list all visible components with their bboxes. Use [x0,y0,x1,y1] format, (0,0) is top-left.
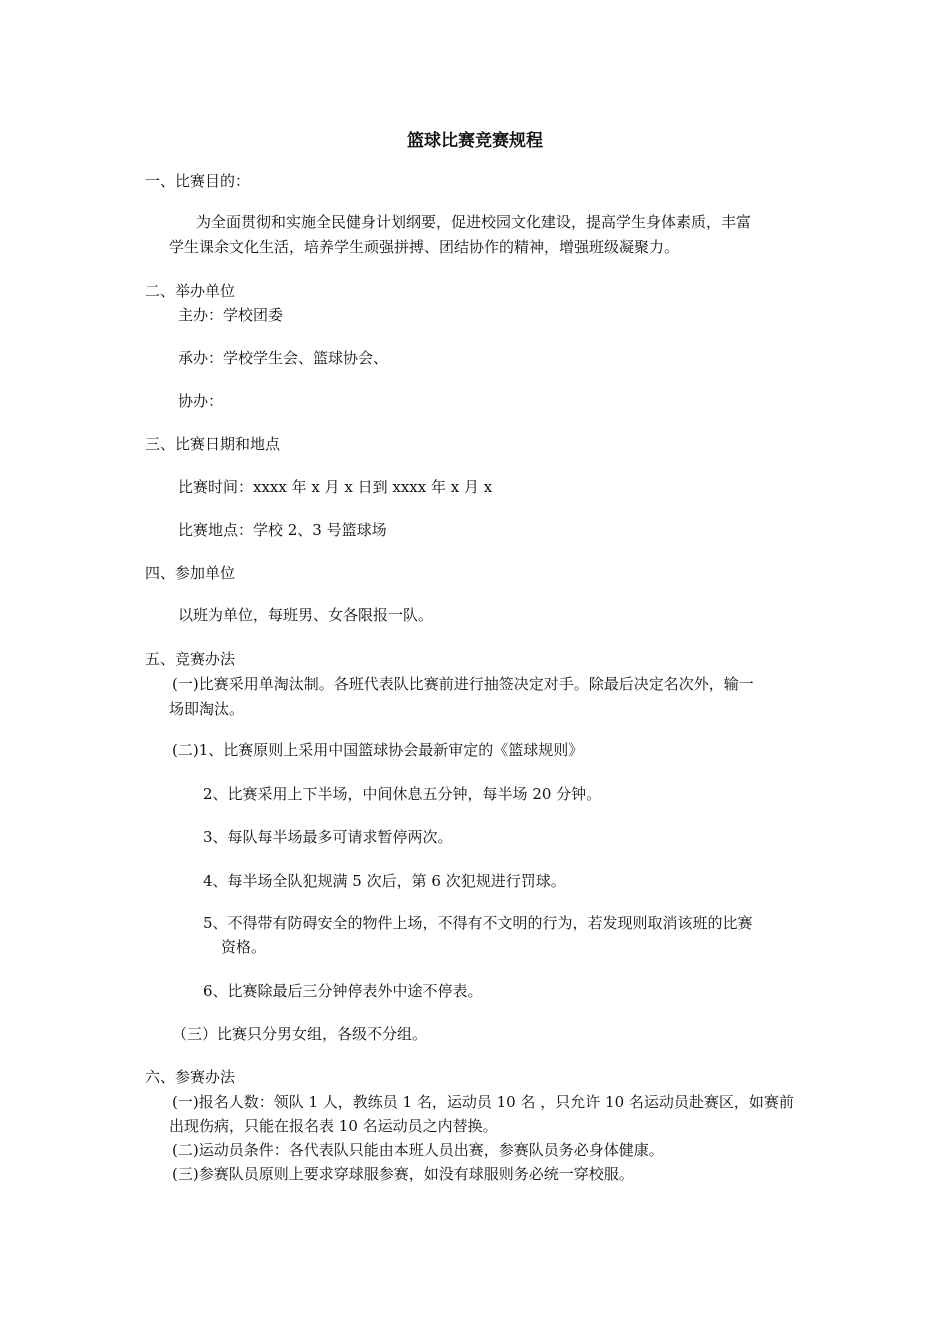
host-line: 主办：学校团委 [178,306,284,324]
rule-b-2: 2、比赛采用上下半场，中间休息五分钟，每半场 20 分钟。 [203,785,602,803]
rule-b-3: 3、每队每半场最多可请求暂停两次。 [203,828,453,846]
section-4-heading: 四、参加单位 [145,564,236,582]
section-6-heading: 六、参赛办法 [145,1068,236,1086]
entry-a-line-1: (一)报名人数：领队 1 人，教练员 1 名，运动员 10 名 ，只允许 10 名运动员赴赛区，如赛前 [172,1093,794,1111]
rule-c: （三）比赛只分男女组，各级不分组。 [172,1025,428,1043]
section-1-heading: 一、比赛目的： [145,172,251,190]
section-1-text-line-2: 学生课余文化生活，培养学生顽强拼搏、团结协作的精神，增强班级凝聚力。 [169,238,680,256]
rule-b-4: 4、每半场全队犯规满 5 次后，第 6 次犯规进行罚球。 [203,872,566,890]
rule-b-5-line-2: 资格。 [221,938,267,956]
co-organizer-line: 协办： [178,392,224,410]
participants-line: 以班为单位，每班男、女各限报一队。 [178,606,434,624]
section-3-heading: 三、比赛日期和地点 [145,435,281,453]
organizer-line: 承办：学校学生会、篮球协会、 [178,349,389,367]
rule-b-1: (二)1、比赛原则上采用中国篮球协会最新审定的《篮球规则》 [172,741,584,759]
match-time-line: 比赛时间：xxxx 年 x 月 x 日到 xxxx 年 x 月 x [178,478,493,496]
match-place-line: 比赛地点：学校 2、3 号篮球场 [178,521,387,539]
entry-c: (三)参赛队员原则上要求穿球服参赛，如没有球服则务必统一穿校服。 [172,1165,634,1183]
entry-a-line-2: 出现伤病，只能在报名表 10 名运动员之内替换。 [169,1117,498,1135]
rule-a-line-2: 场即淘汰。 [169,700,245,718]
section-2-heading: 二、举办单位 [145,282,236,300]
document-title: 篮球比赛竞赛规程 [407,131,543,151]
entry-b: (二)运动员条件：各代表队只能由本班人员出赛，参赛队员务必身体健康。 [172,1141,664,1159]
rule-b-5-line-1: 5、不得带有防碍安全的物件上场，不得有不文明的行为，若发现则取消该班的比赛 [203,914,753,932]
rule-a-line-1: (一)比赛采用单淘汰制。各班代表队比赛前进行抽签决定对手。除最后决定名次外，输一 [172,675,754,693]
section-5-heading: 五、竞赛办法 [145,650,236,668]
rule-b-6: 6、比赛除最后三分钟停表外中途不停表。 [203,982,483,1000]
section-1-text-line-1: 为全面贯彻和实施全民健身计划纲要，促进校园文化建设，提高学生身体素质，丰富 [196,213,752,231]
